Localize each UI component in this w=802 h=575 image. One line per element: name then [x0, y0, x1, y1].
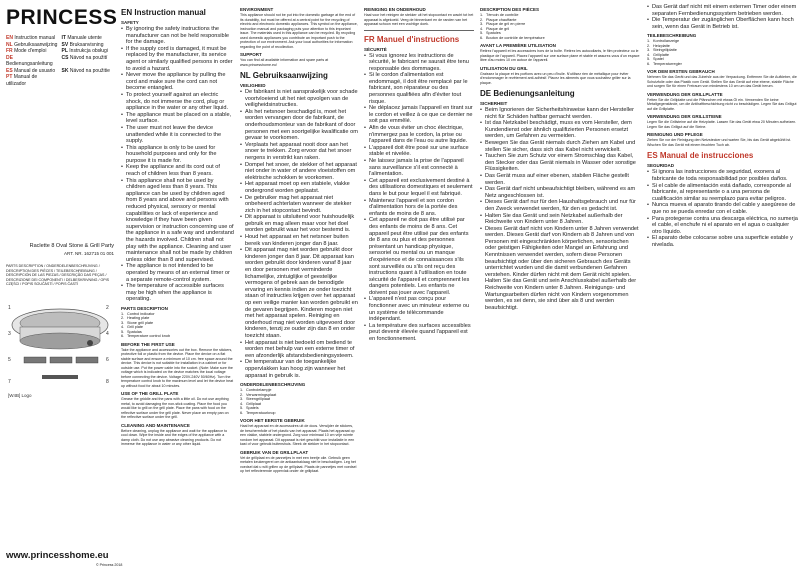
part-number: 3. [121, 320, 125, 325]
part-number: 2. [240, 392, 244, 397]
safety-item: • Si ignora las instrucciones de seguridad, exonera al fabricante de toda responsabilidad por posibles daños. [647, 169, 799, 182]
diagram-label-8: 8 [106, 378, 109, 385]
part-number: 3. [647, 48, 651, 53]
de-parts-list [647, 39, 799, 66]
language-code: SV [61, 41, 69, 48]
language-name: Bruksanvisning [69, 41, 104, 48]
language-code: SK [61, 67, 69, 74]
support-heading: SUPPORT [240, 52, 262, 57]
part-number: 6. [647, 61, 651, 66]
safety-item: • Das Gerät darf nicht mit einem externen Timer oder einem separaten Fernbedienungssystem betrieben werden. [647, 4, 799, 17]
safety-item: • Verplaats het apparaat nooit door aan het snoer te trekken. Zorg ervoor dat het snoer nergens in verstrikt kan raken. [240, 142, 358, 162]
part-number: 3. [480, 22, 484, 26]
safety-item: • Ne déplacez jamais l'appareil en tirant sur le cordon et veillez à ce que ce dernier ne soit pas emmêlé. [364, 105, 474, 125]
nl-clean-heading: REINIGING EN ONDERHOUD [364, 7, 426, 12]
part-number: 6. [121, 334, 125, 339]
de-use2-text: Legen Sie die Grillsteine auf die Heizplatte. Lassen Sie das Gerät etwa 20 Minuten aufheizen. Legen Sie das Grillgut auf die Steine. [647, 120, 797, 129]
part-label: Grillplaat [246, 401, 261, 406]
de-before-text: Nehmen Sie das Gerät und das Zubehör aus der Verpackung. Entfernen Sie die Aufkleber, die Schutzfolie oder das Plastik vom Gerät. Stellen Sie das Gerät auf eine ebene, stabile Fläche und sorgen Sie für einen Freiraum von mindestens 10 cm um das Gerät herum. [647, 75, 797, 89]
nl-title: NL Gebruiksaanwijzing [240, 71, 328, 80]
language-name: Mode d'emploi [14, 48, 47, 54]
part-label: Heating plate [127, 316, 150, 321]
part-number: 5. [240, 406, 244, 411]
part-number: 1. [240, 388, 244, 393]
part-label: Spatels [246, 406, 259, 411]
de-clean-heading: REINIGUNG UND PFLEGE [647, 132, 703, 138]
nl-before-heading: VOOR HET EERSTE GEBRUIK [240, 418, 305, 424]
es-title: ES Manual de instrucciones [647, 151, 754, 161]
part-number: 1. [480, 13, 484, 17]
safety-item: • This appliance shall not be used by children aged less than 8 years. This appliance can be used by children aged from 8 years and above and persons with reduced physical, sensory or mental capabilities or lack of experience and knowledge if they have been given supervision or instruction concerning use of the appliance in a safe way and understand the hazards involved. Children shall not play with the appliance. Cleaning and user maintenance shall not be made by children unless older than 8 and supervised. [121, 178, 234, 264]
part-label: Stone grill plate [127, 320, 154, 325]
language-item [6, 74, 59, 87]
safety-item: • Dieses Gerät darf nur für den Haushaltsgebrauch und nur für den Zweck verwendet werden, für den es gedacht ist. [480, 199, 641, 212]
safety-item: • Si el cable de alimentación está dañado, corresponde al fabricante, al representante o a una persona de cualificación similar su reemplazo para evitar peligros. [647, 183, 799, 203]
fr-title: FR Manuel d'instructions [364, 34, 460, 44]
part-number: 4. [121, 325, 125, 330]
de-use-text: Fetten Sie die Grillplatte und die Pfännchen mit etwas Öl ein. Verwenden Sie keine Metallgegenstände, um die Antihaftbeschichtung nicht zu beschädigen. Legen Sie das Grillgut auf die Grillplatte. [647, 97, 797, 111]
language-name: Manuale utente [67, 35, 102, 41]
language-code: FR [6, 48, 13, 54]
diagram-label-5: 5 [8, 356, 11, 363]
safety-item: • Als het netsnoer beschadigd is, moet het worden vervangen door de fabrikant, de onderhoudsmonteur van de fabrikant of door personen met een soortgelijke kwalificatie om gevaar te voorkomen. [240, 109, 358, 142]
safety-item: • Das Gerät muss auf einer ebenen, stabilen Fläche gestellt werden. [480, 173, 641, 186]
language-name: Manual de usuario [14, 67, 56, 74]
part-label: Plaque chauffante [486, 17, 517, 22]
part-number: 4. [240, 401, 244, 406]
en-use-text: Grease the griddle and the pans with a little oil. Do not use anything metal, to avoid damaging the non-stick coating. Place the food you would like to grill on the grill plate. Place the pans with food on the reflective surface under the grill plate. Never place an empty pan on the reflective surface under the grill. [121, 397, 229, 420]
part-label: Bouton de contrôle de température [486, 35, 545, 40]
safety-item: • The appliance is not intended to be operated by means of an external timer or a separate remote-control system. [121, 263, 234, 283]
fr-before-heading: AVANT LA PREMIÈRE UTILISATION [480, 43, 556, 48]
language-list [6, 35, 114, 87]
language-name: Bedienungsanleitung [6, 61, 53, 67]
part-label: Temperaturregler [653, 61, 682, 66]
part-number: 6. [480, 35, 484, 40]
de-column [477, 0, 644, 575]
diagram-label-3: 3 [8, 330, 11, 337]
part-number: 2. [480, 17, 484, 22]
part-label: Plaque de gril en pierre [486, 22, 526, 26]
safety-item: • Maintenez l'appareil et son cordon d'alimentation hors de la portée des enfants de moins de 8 ans. [364, 198, 474, 218]
safety-item: • Halten Sie das Gerät und sein Netzkabel außerhalb der Reichweite von Kindern unter 8 Jahren. [480, 213, 641, 226]
nl-column [237, 0, 361, 575]
support-text: You can find all available information and spare parts at www.princesshome.eu! [240, 58, 329, 67]
safety-item: • The temperature of accessible surfaces may be high when the appliance is operating. [121, 283, 234, 303]
safety-item: • Das Gerät darf nicht unbeaufsichtigt bleiben, während es am Netz angeschlossen ist. [480, 186, 641, 199]
language-item [6, 55, 59, 68]
fr-safety-list [364, 53, 474, 343]
part-number: 5. [121, 329, 125, 334]
language-item [62, 68, 115, 75]
safety-item: • Keep the appliance and its cord out of reach of children less than 8 years. [121, 164, 234, 177]
safety-item: • Dit apparaat is uitsluitend voor huishoudelijk gebruik en mag alleen maar voor het doel worden gebruikt waar het voor bestemd is. [240, 214, 358, 234]
part-label: Steengrillplaat [246, 397, 271, 402]
safety-item: • Het apparaat is niet bedoeld om bediend te worden met behulp van een externe timer of een afzonderlijk afstandsbedieningsysteem. [240, 340, 358, 360]
part-item [480, 36, 641, 41]
nl-safety-list [240, 89, 358, 379]
safety-item: • Het apparaat moet op een stabiele, vlakke ondergrond worden geplaatst. [240, 181, 358, 194]
diagram-label-6: 6 [106, 356, 109, 363]
language-item [62, 55, 115, 68]
safety-item: • L'appareil doit être posé sur une surface stable et nivelée. [364, 145, 474, 158]
safety-item: • De gebruiker mag het apparaat niet onbeheerd achterlaten wanneer de stekker zich in het stopcontact bevindt. [240, 195, 358, 215]
nl-before-text: Haal het apparaat en de accessoires uit de doos. Verwijder de stickers, de beschermfolie of het plastic van het apparaat. Plaats het apparaat op een vlakke, stabiele ondergrond. Zorg voor minimaal 10 cm vrije ruimte rondom het apparaat. Dit apparaat is niet geschikt voor installatie in een kast of voor gebruik buitenshuis. Steek de stekker in het stopcontact. [240, 424, 355, 447]
part-item [121, 334, 234, 339]
part-label: Spatulas [127, 329, 142, 334]
part-label: Temperatuurknop [246, 410, 276, 415]
safety-item: • Tauchen Sie zum Schutz vor einem Stromschlag das Kabel, den Stecker oder das Gerät niemals in Wasser oder sonstige Flüssigkeiten. [480, 153, 641, 173]
safety-item: • L'appareil n'est pas conçu pour fonctionner avec un minuteur externe ou un système de télécommande indépendant. [364, 296, 474, 322]
language-code: EN [6, 35, 13, 41]
safety-item: • The user must not leave the device unattended while it is connected to the supply. [121, 125, 234, 145]
safety-item: • Si le cordon d'alimentation est endommagé, il doit être remplacé par le fabricant, son réparateur ou des personnes qualifiées afin d'éviter tout risque. [364, 72, 474, 105]
raclette-illustration [6, 295, 114, 401]
part-number: 6. [240, 410, 244, 415]
product-diagram [6, 295, 114, 401]
part-number: 5. [480, 31, 484, 35]
safety-item: • Cet appareil ne doit pas être utilisé par des enfants de moins de 8 ans. Cet appareil peut être utilisé par des enfants de 8 ans ou plus et des personnes présentant un handicap physique, sensoriel ou mental ou un manque d'expérience et de connaissances s'ils sont surveillés ou s'ils ont reçu des instructions quant à l'utilisation en toute sécurité de l'appareil et comprennent les dangers potentiels. Les enfants ne doivent pas jouer avec l'appareil. [364, 217, 474, 296]
nl-clean-text: Haal voor het reinigen de stekker uit het stopcontact en wacht tot het apparaat is afgekoeld. Veeg de binnenkant en de randen van het apparaat schoon met een vochtige doek. [364, 13, 474, 26]
part-label: Spatel [653, 57, 664, 62]
language-code: NL [6, 41, 13, 48]
de-safety-list-cont [647, 4, 799, 30]
en-use-heading: USE OF THE GRILL PLATE [121, 391, 179, 397]
part-label: Grillplatte [653, 52, 670, 57]
safety-item: • Die Temperatur der zugänglichen Oberflächen kann hoch sein, wenn das Gerät in Betrieb ist. [647, 17, 799, 30]
diagram-label-4: 4 [106, 330, 109, 337]
de-clean-text: Ziehen Sie vor der Reinigung den Netzstecker und warten Sie, bis das Gerät abgekühlt ist. Wischen Sie das Gerät mit einem feuchten Tuch ab. [647, 138, 792, 147]
nl-parts-list [240, 388, 358, 415]
fr-before-text: Retirez l'appareil et les accessoires hors de la boîte. Retirez les autocollants, le film protecteur ou le plastique de l'appareil. Placez l'appareil sur une surface plane et stable et assurez-vous d'un espace libre d'au moins 10 cm autour de l'appareil. [480, 49, 640, 62]
safety-item: • Afin de vous éviter un choc électrique, n'immergez pas le cordon, la prise ou l'appareil dans de l'eau ou autre liquide. [364, 125, 474, 145]
safety-item: • To protect yourself against an electric shock, do not immerse the cord, plug or appliance in the water or any other liquid. [121, 92, 234, 112]
diagram-size-label: [W4B] Logo [8, 392, 32, 398]
language-code: ES [6, 67, 13, 74]
language-name: Manual de utilizador [6, 74, 38, 87]
safety-item: • Houd het apparaat en het netsnoer buiten bereik van kinderen jonger dan 8 jaar. [240, 234, 358, 247]
nl-use-text: Vet de grillplaat en de pannetjes in met een beetje olie. Gebruik geen metalen keukengerei om de antiaanbaklaag niet te beschadigen. Leg het voedsel dat u wilt grillen op de grillplaat. Plaats de pannetjes met voedsel op het reflecterende oppervlak onder de grillplaat. [240, 455, 357, 474]
safety-item: • Dompel het snoer, de stekker of het apparaat niet onder in water of andere vloeistoffen om elektrische schokken te voorkomen. [240, 162, 358, 182]
fr-parts-heading: DESCRIPTION DES PIÈCES [480, 7, 540, 12]
part-label: Steingrillplatte [653, 48, 677, 53]
safety-item: • The appliance must be placed on a stable, level surface. [121, 112, 234, 125]
env-text: This appliance should not be put into the domestic garbage at the end of its durability, but must be offered at a central point for the recycling of electric and electronic domestic appliances. This symbol on the appliance, instruction manual and packaging puts your attention to this important issue. The materials used in this appliance can be recycled. By recycling used domestic appliances you contribute an important push to the protection of our environment. Ask your local authorities for information regarding the point of recollection. [240, 13, 358, 49]
en-before-text: Take the appliance and accessories out the box. Remove the stickers, protective foil or plastic from the device. Place the device on a flat stable surface and ensure a minimum of 10 cm. free space around the device. This device is not suitable for installation in a cabinet or for outside use. Put the power cable into the socket. (Note: Make sure the voltage which is indicated on the device matches the local voltage before connecting the device. Voltage 220V-240V 50/60Hz). Turn the temperature control knob to the maximum level and let the device heat up without food for about 10 minutes. [121, 347, 234, 388]
website-url: www.princesshome.eu [6, 550, 109, 561]
en-safety-heading: SAFETY [121, 20, 139, 25]
part-label: Spatules [486, 31, 501, 35]
safety-item: • La température des surfaces accessibles peut devenir élevée quand l'appareil est en fonctionnement. [364, 323, 474, 343]
diagram-label-2: 2 [106, 304, 109, 311]
language-name: Instruction manual [14, 35, 56, 41]
fr-safety-heading: SÉCURITÉ [364, 46, 387, 52]
fr-column [361, 0, 477, 575]
language-code: PT [6, 74, 13, 80]
safety-item: • Nunca mueva el aparato tirando del cable y asegúrese de que no se pueda enredar con el cable. [647, 202, 799, 215]
safety-item: • Si vous ignorez les instructions de sécurité, le fabricant ne saurait être tenu responsable des dommages. [364, 53, 474, 73]
language-code: IT [61, 35, 66, 41]
safety-item: • Bewegen Sie das Gerät niemals durch Ziehen am Kabel und stellen Sie sicher, dass sich das Kabel nicht verwickelt. [480, 140, 641, 153]
part-label: Controlelampje [246, 388, 272, 393]
de-use2-heading: VERWENDUNG DER GRILLSTEINE [647, 114, 722, 120]
brand-logo: PRINCESS [6, 6, 118, 29]
en-clean-heading: CLEANING AND MAINTENANCE [121, 422, 190, 428]
de-parts-heading: TEILEBESCHREIBUNG [647, 33, 697, 39]
nl-safety-heading: VEILIGHEID [240, 83, 266, 88]
diagram-label-1: 1 [8, 304, 11, 311]
de-use-heading: VERWENDUNG DER GRILLPLATTE [647, 91, 723, 97]
part-number: 4. [647, 52, 651, 57]
safety-item: • De fabrikant is niet aansprakelijk voor schade voortvloeiend uit het niet opvolgen van de veiligheidsinstructies. [240, 89, 358, 109]
fr-use-text: Graissez la plaque et les poêlons avec un peu d'huile. N'utilisez rien de métallique pour éviter d'endommager le revêtement anti-adhésif. Placez les aliments que vous souhaitez griller sur la plaque. [480, 71, 631, 85]
en-before-heading: BEFORE THE FIRST USE [121, 341, 175, 347]
part-label: Témoin de contrôle [486, 13, 519, 17]
language-name: Gebruiksaanwijzing [14, 41, 58, 48]
copyright-text: © Princess 2018 [96, 563, 123, 567]
part-label: Verwarmingsplaat [246, 392, 277, 397]
safety-item: • Ne laissez jamais la prise de l'appareil sans surveillance s'il est connecté à l'alimentation. [364, 158, 474, 178]
de-safety-list [480, 107, 641, 311]
de-before-heading: VOR DEM ERSTEN GEBRAUCH [647, 69, 715, 75]
en-safety-list [121, 26, 234, 303]
parts-description-notice: PARTS DESCRIPTION / ONDERDELENBESCHRIJVING / DESCRIPTION DES PIÈCES / TEILEBESCHREIBUNG / DESCRIPCIÓN DE LAS PIEZAS / DESCRIÇÃO DAS PEÇAS / DESCRIZIONE DEI COMPONENTI / DELBESKRIVNING / OPIS CZĘŚCI / POPIS SOUČÁSTÍ / POPIS ČASTÍ [6, 264, 110, 287]
safety-item: • Beim Ignorieren der Sicherheitshinweise kann der Hersteller nicht für Schäden haftbar gemacht werden. [480, 107, 641, 120]
product-name: Raclette 8 Oval Stone & Grill Party [29, 243, 114, 249]
part-label: Heizplatte [653, 43, 670, 48]
safety-item: • Dit apparaat mag niet worden gebruikt door kinderen jonger dan 8 jaar. Dit apparaat kan worden gebruikt door kinderen vanaf 8 jaar en door personen met verminderde lichamelijke, zintuiglijke of geestelijke vermogens of gebrek aan de benodigde ervaring en kennis indien ze onder toezicht staan of instructies krijgen over het apparaat op een veilige manier kan worden gebruikt en de gevaren begrijpen. Kinderen mogen niet met het apparaat spelen. Reiniging en onderhoud mag niet worden uitgevoerd door kinderen, tenzij ze ouder zijn dan 8 en onder toezicht staan. [240, 247, 358, 339]
en-parts-list [121, 312, 234, 339]
safety-item: • Ist das Netzkabel beschädigt, muss es vom Hersteller, dem Kundendienst oder ähnlich qualifizierten Personen ersetzt werden, um Gefahren zu vermeiden. [480, 120, 641, 140]
de-title: DE Bedienungsanleitung [480, 89, 575, 98]
part-number: 2. [647, 43, 651, 48]
language-code: PL [61, 48, 68, 54]
nl-parts-heading: ONDERDELENBESCHRIJVING [240, 382, 306, 388]
article-number: ART. NR. 162715 01 001 [64, 251, 114, 256]
part-item [647, 62, 799, 67]
language-code: DE [6, 54, 13, 61]
part-label: Kontrollanzeige [653, 39, 680, 44]
language-name: Návod na použití [69, 54, 108, 61]
nl-use-heading: GEBRUIK VAN DE GRILLPLAAT [240, 449, 309, 455]
de-safety-heading: SICHERHEIT [480, 101, 508, 106]
part-label: Temperature control knob [127, 334, 171, 339]
part-label: Grill plate [127, 325, 144, 330]
part-label: Plaque de gril [486, 26, 510, 31]
safety-item: • This appliance is only to be used for household purposes and only for the purpose it is made for. [121, 145, 234, 165]
cover-column [0, 0, 118, 575]
en-title: EN Instruction manual [121, 8, 206, 17]
safety-item: • If the supply cord is damaged, it must be replaced by the manufacturer, its service agent or similarly qualified persons in order to avoid a hazard. [121, 46, 234, 72]
part-number: 1. [647, 39, 651, 44]
es-safety-heading: SEGURIDAD [647, 163, 675, 169]
es-safety-list [647, 169, 799, 248]
en-clean-text: Before cleaning, unplug the appliance and wait for the appliance to cool down. Wipe the inside and the edges of the appliance with a damp cloth. Do not use any abrasive cleaning products. Do not immerse the appliance in water or any other liquid. [121, 428, 228, 447]
part-number: 3. [240, 397, 244, 402]
part-number: 1. [121, 311, 125, 316]
env-heading: ENVIRONMENT [240, 7, 274, 12]
safety-item: • Cet appareil est exclusivement destiné à des utilisations domestiques et seulement dans le but pour lequel il est fabriqué. [364, 178, 474, 198]
safety-item: • By ignoring the safety instructions the manufacturer can not be held responsible for the damage. [121, 26, 234, 46]
part-number: 5. [647, 57, 651, 62]
en-column [118, 0, 237, 575]
part-number: 4. [480, 26, 484, 31]
fr-parts-list [480, 13, 641, 40]
safety-item: • De temperatuur van de toegankelijke oppervlakken kan hoog zijn wanneer het apparaat in gebruik is. [240, 359, 358, 379]
safety-item: • Never move the appliance by pulling the cord and make sure the cord can not become entangled. [121, 72, 234, 92]
part-number: 2. [121, 316, 125, 321]
es-column [644, 0, 802, 575]
part-label: Control indicator [127, 311, 155, 316]
divider [364, 30, 474, 31]
safety-item: • Dieses Gerät darf nicht von Kindern unter 8 Jahren verwendet werden. Dieses Gerät darf von Kindern ab 8 Jahren und von Personen mit eingeschränkten körperlichen, sensorischen oder geistigen Fähigkeiten oder Mangel an Erfahrung und Kenntnissen verwendet werden, sofern diese Personen beaufsichtigt oder über den sicheren Gebrauch des Geräts unterrichtet wurden und die damit verbundenen Gefahren verstehen. Kinder dürfen nicht mit dem Gerät nicht spielen. Halten Sie das Gerät und sein Anschlusskabel außerhalb der Reichweite von Kindern unter 8 Jahren. Reinigungs- und Wartungsarbeiten dürfen nicht von Kindern vorgenommen werden, es sei denn, sie sind über als 8 und werden beaufsichtigt. [480, 226, 641, 312]
safety-item: • El aparato debe colocarse sobre una superficie estable y nivelada. [647, 235, 799, 248]
language-name: Instrukcja obsługi [69, 48, 108, 54]
en-parts-heading: PARTS DESCRIPTION [121, 305, 168, 311]
language-code: CS [61, 54, 69, 61]
part-item [240, 411, 358, 416]
safety-item: • Para protegerse contra una descarga eléctrica, no sumerja el cable, el enchufe ni el aparato en el agua o cualquier otro líquido. [647, 216, 799, 236]
language-name: Návod na použitie [69, 67, 110, 74]
fr-use-heading: UTILISATION DU GRIL [480, 65, 528, 71]
diagram-label-7: 7 [8, 378, 11, 385]
